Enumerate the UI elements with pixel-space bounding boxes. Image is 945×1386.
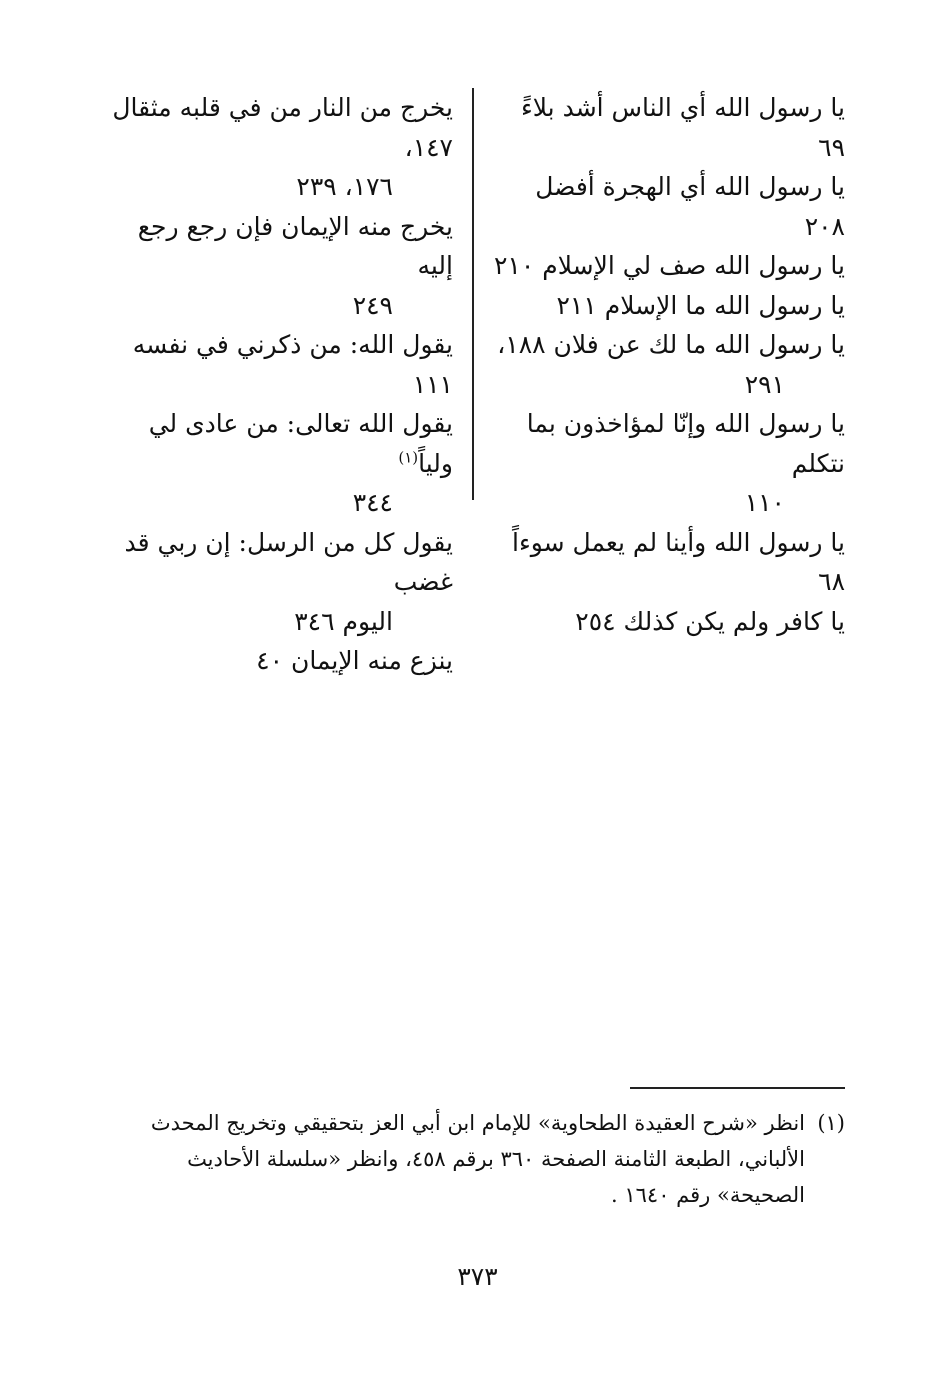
index-entry bbox=[98, 88, 453, 207]
entry-text: يا رسول الله وأينا لم يعمل سوءاً ٦٨ bbox=[512, 527, 845, 596]
entry-page-continuation: ١٧٦، ٢٣٩ bbox=[296, 172, 393, 201]
entry-text: يا رسول الله ما لك عن فلان ١٨٨، bbox=[497, 330, 845, 359]
index-entry bbox=[490, 246, 845, 286]
entry-page-continuation: ٢٩١ bbox=[744, 369, 785, 399]
index-entry bbox=[490, 167, 845, 246]
index-entry bbox=[490, 523, 845, 602]
entry-text: ينزع منه الإيمان ٤٠ bbox=[256, 646, 453, 675]
entry-text: يا رسول الله أي الناس أشد بلاءً ٦٩ bbox=[521, 93, 845, 162]
index-entry bbox=[98, 207, 453, 326]
index-entry bbox=[490, 325, 845, 404]
footnote-separator bbox=[630, 1087, 845, 1089]
footnote-text: انظر «شرح العقيدة الطحاوية» للإمام ابن أبي العز بتحقيقي وتخريج المحدث الألباني، الطبعة الثامنة الصفحة ٣٦٠ برقم ٤٥٨، وانظر «سلسلة الأحاديث الصحيحة» رقم ١٦٤٠ . bbox=[150, 1111, 805, 1207]
entry-text: يقول الله: من ذكرني في نفسه ١١١ bbox=[132, 330, 453, 399]
entry-text: يا رسول الله ما الإسلام ٢١١ bbox=[556, 290, 845, 320]
index-column-right bbox=[490, 88, 845, 641]
entry-page-continuation: ٣٤٤ bbox=[352, 488, 393, 517]
index-entry bbox=[98, 641, 453, 681]
index-entry bbox=[98, 404, 453, 523]
index-entry bbox=[98, 523, 453, 642]
index-entry bbox=[490, 88, 845, 167]
footnote bbox=[105, 1105, 845, 1213]
index-column-left bbox=[98, 88, 453, 681]
entry-page-continuation: اليوم ٣٤٦ bbox=[294, 606, 393, 636]
footnote-number: (١) bbox=[817, 1111, 845, 1135]
entry-text: يخرج من النار من في قلبه مثقال ١٤٧، bbox=[112, 93, 453, 162]
entry-page-continuation: ١١٠ bbox=[744, 488, 785, 517]
page-number: ٣٧٣ bbox=[457, 1262, 498, 1291]
column-divider bbox=[472, 88, 474, 500]
index-entry bbox=[490, 286, 845, 326]
index-entry bbox=[98, 325, 453, 404]
entry-text: يقول كل من الرسل: إن ربي قد غضب bbox=[124, 527, 453, 596]
entry-text: يا كافر ولم يكن كذلك ٢٥٤ bbox=[575, 606, 845, 636]
index-entry bbox=[490, 602, 845, 642]
index-entry bbox=[490, 404, 845, 523]
entry-text: يخرج منه الإيمان فإن رجع رجع إليه bbox=[137, 211, 453, 280]
entry-text: يا رسول الله صف لي الإسلام ٢١٠ bbox=[493, 251, 845, 280]
entry-text: يا رسول الله وإنّا لمؤاخذون بما نتكلم bbox=[526, 409, 845, 478]
entry-page-continuation: ٢٤٩ bbox=[352, 290, 393, 320]
footnote-reference[interactable]: (١) bbox=[398, 448, 419, 467]
entry-text: يا رسول الله أي الهجرة أفضل ٢٠٨ bbox=[535, 172, 845, 241]
entry-text: يقول الله تعالى: من عادى لي ولياً bbox=[148, 409, 453, 478]
page-number-container bbox=[0, 1262, 945, 1291]
